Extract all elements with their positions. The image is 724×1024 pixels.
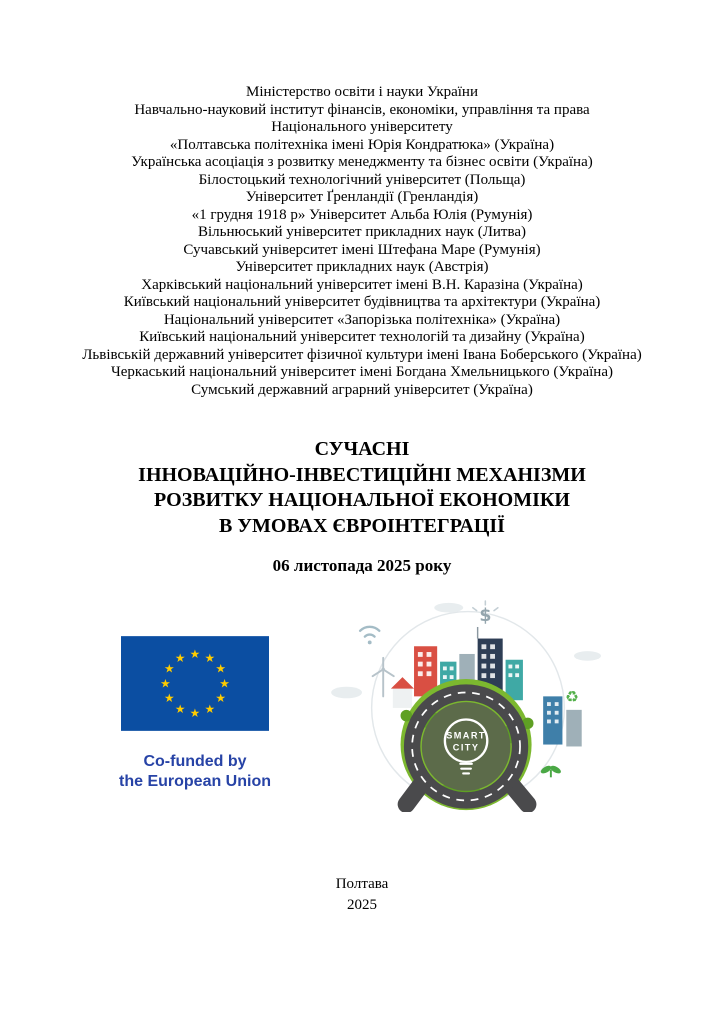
institution-line: Київський національний університет будівництва та архітектури (Україна) [123, 294, 601, 310]
eu-caption-line2: the European Union [119, 773, 271, 790]
smart-city-label-2: CITY [452, 742, 480, 753]
institution-line: Вільнюський університет прикладних наук (Литва) [197, 224, 527, 240]
svg-text:★: ★ [174, 650, 186, 665]
svg-text:$: $ [479, 606, 492, 627]
eu-flag-icon [121, 636, 269, 731]
institution-line: Національний університет «Запорізька політехніка» (Україна) [163, 311, 561, 328]
svg-text:★: ★ [164, 691, 175, 706]
title-line: ІННОВАЦІЙНО-ІНВЕСТИЦІЙНІ МЕХАНІЗМИ [138, 463, 586, 486]
institution-line: Національного університету [271, 119, 453, 135]
institution-line: Українська асоціація з розвитку менеджменту та бізнес освіти (Україна) [131, 154, 593, 170]
institution-line: «Полтавська політехніка імені Юрія Кондратюка» (Україна) [169, 136, 555, 153]
wifi-icon [360, 627, 379, 645]
institution-line: Університет прикладних наук (Австрія) [235, 259, 489, 275]
institution-line: Харківський національний університет імені В.Н. Каразіна (Україна) [141, 276, 583, 293]
svg-text:★: ★ [174, 702, 186, 717]
imprint-year: 2025 [347, 897, 377, 913]
svg-text:★: ★ [215, 661, 226, 676]
institution-line: Київський національний університет технологій та дизайну (Україна) [139, 329, 585, 345]
recycle-icon: ♻ [565, 688, 579, 707]
svg-text:★: ★ [204, 650, 216, 665]
eu-caption [110, 752, 280, 792]
institution-line: Сумський державний аграрний університет (Україна) [191, 381, 533, 398]
imprint [0, 874, 724, 916]
institution-line: Міністерство освіти і науки України [245, 84, 478, 100]
logos-row [0, 600, 724, 812]
svg-text:★: ★ [164, 661, 175, 676]
conference-date: 06 листопада 2025 року [272, 556, 452, 575]
institutions-block [0, 84, 724, 399]
conference-title [0, 437, 724, 539]
institution-line: Білостоцький технологічний університет (Польща) [198, 171, 526, 188]
wind-turbine-icon [373, 658, 394, 697]
institution-line: Сучавський університет імені Штефана Маре (Румунія) [183, 241, 541, 258]
title-line: СУЧАСНІ [314, 438, 410, 460]
svg-text:★: ★ [189, 646, 201, 661]
svg-text:★: ★ [204, 702, 216, 717]
imprint-city: Полтава [335, 876, 389, 892]
sprout-icon [540, 764, 563, 777]
svg-text:★: ★ [215, 691, 226, 706]
svg-text:★: ★ [189, 706, 201, 721]
dollar-icon [473, 601, 498, 626]
institution-line: Львівській державний університет фізичної культури імені Івана Боберського (Україна) [82, 346, 642, 363]
eu-cofunded-logo [110, 636, 280, 792]
smart-city-label-1: SMART [446, 730, 486, 741]
institution-line: Навчально-науковий інститут фінансів, економіки, управління та права [134, 101, 590, 118]
smart-city-illustration [322, 600, 614, 812]
institution-line: Черкаський національний університет імені Богдана Хмельницького (Україна) [110, 364, 613, 380]
institution-line: «1 грудня 1918 р» Університет Альба Юлія (Румунія) [191, 206, 533, 223]
eu-caption-line1: Co-funded by [143, 753, 247, 770]
title-line: РОЗВИТКУ НАЦІОНАЛЬНОЇ ЕКОНОМІКИ [154, 489, 570, 511]
svg-text:★: ★ [219, 676, 230, 691]
title-line: В УМОВАХ ЄВРОІНТЕГРАЦІЇ [219, 514, 505, 537]
institution-line: Університет Ґренландії (Гренландія) [245, 189, 479, 205]
svg-text:★: ★ [160, 676, 171, 691]
